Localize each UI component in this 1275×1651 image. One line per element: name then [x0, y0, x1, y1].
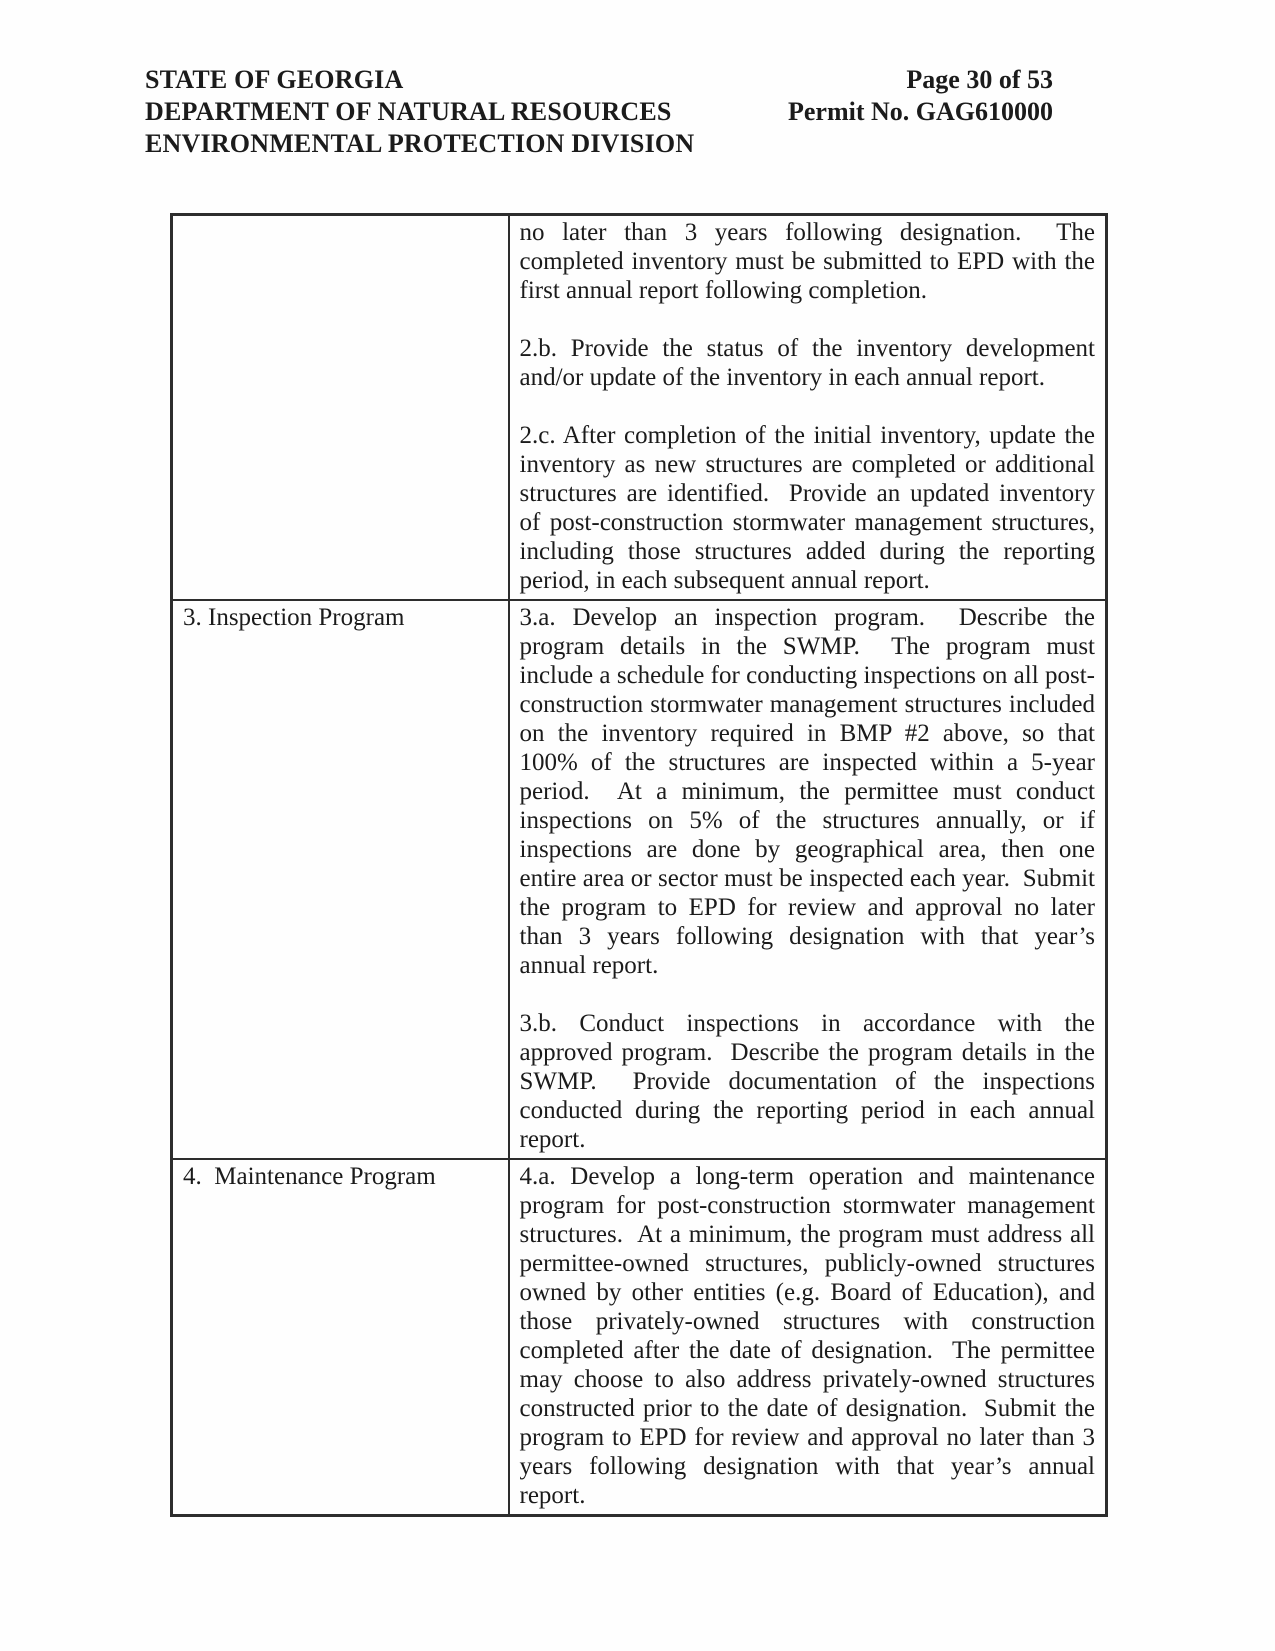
permit-number: Permit No. GAG610000: [787, 97, 1053, 126]
table-row: [172, 1159, 1107, 1516]
bmp-paragraph: 3.b. Conduct inspections in accordance with the approved program. Describe the program details in the SWMP. Provide documentation of the inspections conducted during the reporting period in each annual report.: [519, 1010, 1102, 1153]
bmp-label-cell: [172, 215, 509, 601]
bmp-paragraph: 4.a. Develop a long-term operation and maintenance program for post-construction stormwater management structures. At a minimum, the program must address all permittee-owned structures, publicly-owned structures owned by other entities (e.g. Board of Education), and those privately-owned structures with construction completed after the date of designation. The permittee may choose to also address privately-owned structures constructed prior to the date of designation. Submit the program to EPD for review and approval no later than 3 years following designation with that year’s annual report.: [519, 1163, 1102, 1509]
bmp-label-cell: 4. Maintenance Program: [172, 1159, 509, 1516]
bmp-paragraph: 2.c. After completion of the initial inventory, update the inventory as new structures are completed or additional structures are identified. Provide an updated inventory of post-construction stormwater management structures, including those structures added during the reporting period, in each subsequent annual report.: [519, 422, 1102, 594]
agency-header: [145, 64, 694, 160]
bmp-label-cell: 3. Inspection Program: [172, 600, 509, 1159]
page-number: Page 30 of 53: [906, 65, 1053, 94]
bmp-table-body: [172, 215, 1107, 1516]
page-permit-header: [788, 64, 1053, 128]
bmp-description-cell: [509, 600, 1107, 1159]
agency-line-state: STATE OF GEORGIA: [145, 65, 404, 94]
table-row: [172, 600, 1107, 1159]
bmp-paragraph: 3.a. Develop an inspection program. Describe the program details in the SWMP. The program must include a schedule for conducting inspections on all post-construction stormwater management structures included on the inventory required in BMP #2 above, so that 100% of the structures are inspected within a 5-year period. At a minimum, the permittee must conduct inspections on 5% of the structures annually, or if inspections are done by geographical area, then one entire area or sector must be inspected each year. Submit the program to EPD for review and approval no later than 3 years following designation with that year’s annual report.: [519, 604, 1102, 979]
bmp-paragraph: 2.b. Provide the status of the inventory development and/or update of the inventory in each annual report.: [519, 335, 1102, 391]
bmp-description-cell: [509, 215, 1107, 601]
bmp-description-cell: [509, 1159, 1107, 1516]
agency-line-division: ENVIRONMENTAL PROTECTION DIVISION: [145, 129, 695, 158]
table-row: [172, 215, 1107, 601]
bmp-table: [170, 213, 1108, 1517]
bmp-paragraph: no later than 3 years following designation. The completed inventory must be submitted to EPD with the first annual report following completion.: [519, 219, 1102, 304]
agency-line-department: DEPARTMENT OF NATURAL RESOURCES: [145, 97, 672, 126]
